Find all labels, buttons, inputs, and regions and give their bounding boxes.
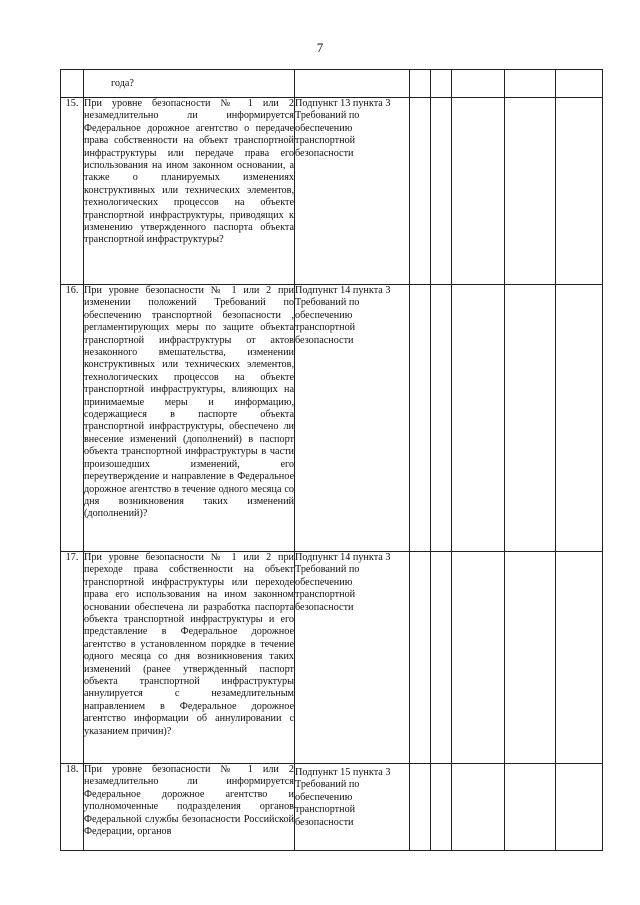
answer-cell bbox=[505, 285, 556, 552]
question-text: При уровне безопасности № 1 или 2 незамедлительно ли информируется Федеральное дорожное агентство и уполномоченные подразделения органов Федеральной службы безопасности Российской Федерации, органов bbox=[84, 764, 295, 851]
answer-cell bbox=[431, 98, 452, 285]
answer-cell bbox=[410, 98, 431, 285]
page-number: 7 bbox=[316, 40, 324, 55]
table-row bbox=[61, 285, 603, 552]
answer-cell bbox=[452, 552, 505, 764]
answer-cell bbox=[452, 98, 505, 285]
answer-cell bbox=[505, 70, 556, 98]
answer-cell bbox=[410, 552, 431, 764]
answer-cell bbox=[556, 98, 603, 285]
table-row bbox=[61, 552, 603, 764]
question-text: года? bbox=[84, 70, 295, 98]
answer-cell bbox=[556, 552, 603, 764]
reference-text: Подпункт 13 пункта 3 Требований по обеспечению транспортной безопасности bbox=[295, 98, 410, 285]
answer-cell bbox=[431, 764, 452, 851]
answer-cell bbox=[556, 764, 603, 851]
row-number: 16. bbox=[61, 285, 84, 552]
answer-cell bbox=[505, 764, 556, 851]
checklist-table bbox=[60, 69, 603, 851]
answer-cell bbox=[452, 764, 505, 851]
reference-text: Подпункт 15 пункта 3 Требований по обеспечению транспортной безопасности bbox=[295, 764, 410, 851]
question-text: При уровне безопасности № 1 или 2 при изменении положений Требований по обеспечению транспортной безопасности , регламентирующих меры по защите объекта транспортной инфраструктуры от актов незаконного вмешательства, изменении конструктивных или технических элементов, технологических процессов на объекте транспортной инфраструктуры, влияющих на принимаемые меры и информацию, содержащиеся в паспорте объекта транспортной инфраструктуры, обеспечено ли внесение изменений (дополнений) в паспорт объекта транспортной инфраструктуры в части произошедших изменений, его переутверждение и направление в Федеральное дорожное агентство в течение одного месяца со дня возникновения таких изменений (дополнений)? bbox=[84, 285, 295, 552]
answer-cell bbox=[452, 285, 505, 552]
reference-text: Подпункт 14 пункта 3 Требований по обеспечению транспортной безопасности bbox=[295, 285, 410, 552]
row-number: 15. bbox=[61, 98, 84, 285]
answer-cell bbox=[410, 764, 431, 851]
table-row bbox=[61, 98, 603, 285]
row-number bbox=[61, 70, 84, 98]
question-text: При уровне безопасности № 1 или 2 при переходе права собственности на объект транспортной инфраструктуры или переходе права его использования на ином законном основании обеспечена ли разработка паспорта объекта транспортной инфраструктуры и его представление в Федеральное дорожное агентство в установленном порядке в течение одного месяца со дня возникновения таких изменений (ранее утвержденный паспорт объекта транспортной инфраструктуры аннулируется с незамедлительным направлением в Федеральное дорожное агентство информации об аннулировании с указанием причин)? bbox=[84, 552, 295, 764]
answer-cell bbox=[556, 70, 603, 98]
question-text: При уровне безопасности № 1 или 2 незамедлительно ли информируется Федеральное дорожное агентство о передаче права собственности на объект транспортной инфраструктуры или передаче права его использования на ином законном основании, а также о планируемых изменениях конструктивных или технических элементов, технологических процессов на объекте транспортной инфраструктуры, приводящих к изменению утвержденного паспорта объекта транспортной инфраструктуры? bbox=[84, 98, 295, 285]
answer-cell bbox=[431, 70, 452, 98]
table-row bbox=[61, 70, 603, 98]
table-row bbox=[61, 764, 603, 851]
answer-cell bbox=[505, 552, 556, 764]
answer-cell bbox=[410, 285, 431, 552]
answer-cell bbox=[452, 70, 505, 98]
row-number: 17. bbox=[61, 552, 84, 764]
reference-text: Подпункт 14 пункта 3 Требований по обеспечению транспортной безопасности bbox=[295, 552, 410, 764]
answer-cell bbox=[431, 285, 452, 552]
answer-cell bbox=[410, 70, 431, 98]
answer-cell bbox=[505, 98, 556, 285]
row-number: 18. bbox=[61, 764, 84, 851]
answer-cell bbox=[556, 285, 603, 552]
reference-text bbox=[295, 70, 410, 98]
answer-cell bbox=[431, 552, 452, 764]
